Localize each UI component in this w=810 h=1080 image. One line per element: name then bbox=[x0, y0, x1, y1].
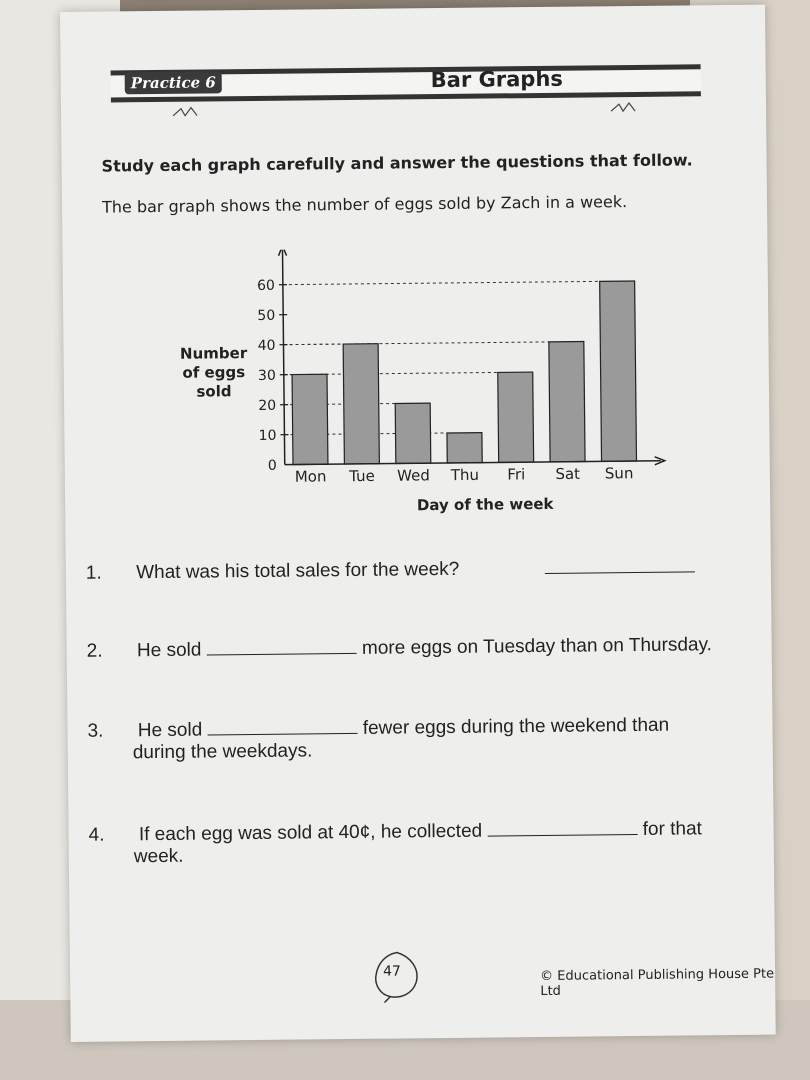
question-3 bbox=[87, 712, 669, 765]
x-tick-label: Mon bbox=[294, 467, 327, 486]
question-text-line2: week. bbox=[133, 845, 184, 868]
y-tick-label: 10 bbox=[258, 427, 277, 444]
bar-chart bbox=[113, 246, 676, 522]
y-tick-label: 40 bbox=[257, 337, 276, 354]
x-tick-label: Tue bbox=[349, 466, 375, 486]
bar-thu bbox=[447, 433, 482, 463]
question-text-after: fewer eggs during the weekend than bbox=[362, 714, 670, 739]
question-text: What was his total sales for the week? bbox=[136, 558, 460, 584]
y-tick-label: 50 bbox=[257, 307, 276, 324]
copyright-text: © Educational Publishing House Pte Ltd bbox=[540, 966, 775, 1000]
answer-blank[interactable] bbox=[207, 715, 357, 736]
y-axis bbox=[283, 250, 285, 465]
intro-text: The bar graph shows the number of eggs sold by Zach in a week. bbox=[101, 192, 628, 217]
practice-label: Practice 6 bbox=[125, 71, 222, 94]
bar-fri bbox=[498, 372, 534, 462]
question-number: 3. bbox=[87, 720, 104, 742]
y-axis-label: Number bbox=[179, 344, 248, 363]
answer-blank[interactable] bbox=[487, 816, 637, 837]
x-tick-label: Wed bbox=[396, 466, 430, 485]
grass-icon bbox=[171, 99, 651, 120]
bar-wed bbox=[395, 403, 431, 463]
y-tick-label: 20 bbox=[258, 397, 277, 414]
y-tick-label: 0 bbox=[267, 457, 277, 474]
x-tick-label: Sat bbox=[555, 464, 581, 484]
reference-line bbox=[283, 281, 600, 284]
answer-blank[interactable] bbox=[207, 635, 357, 656]
page-title: Bar Graphs bbox=[430, 66, 563, 93]
workbook-page bbox=[60, 5, 776, 1042]
x-tick-label: Sun bbox=[604, 464, 634, 483]
x-tick-label: Thu bbox=[450, 465, 480, 485]
y-tick-label: 30 bbox=[257, 367, 276, 384]
question-2 bbox=[87, 631, 712, 663]
answer-blank[interactable] bbox=[544, 553, 694, 574]
question-1 bbox=[86, 553, 695, 584]
x-tick-label: Fri bbox=[507, 465, 526, 484]
page-number: 47 bbox=[382, 963, 401, 980]
bar-sun bbox=[600, 281, 637, 461]
question-number: 2. bbox=[86, 640, 103, 662]
question-number: 4. bbox=[88, 824, 105, 846]
x-axis-label: Day of the week bbox=[416, 494, 554, 515]
question-4 bbox=[88, 815, 702, 868]
header-banner bbox=[111, 60, 701, 106]
question-text-before: He sold bbox=[137, 719, 203, 742]
y-axis-label: sold bbox=[196, 382, 232, 401]
question-text-before: If each egg was sold at 40¢, he collected bbox=[138, 820, 483, 846]
question-number: 1. bbox=[85, 562, 102, 584]
question-text-line2: during the weekdays. bbox=[132, 740, 313, 764]
bar-sat bbox=[549, 342, 585, 462]
bar-chart-svg bbox=[113, 246, 676, 522]
bar-tue bbox=[343, 344, 379, 464]
question-text-before: He sold bbox=[136, 639, 202, 662]
bar-mon bbox=[292, 374, 328, 464]
question-text-after: more eggs on Tuesday than on Thursday. bbox=[361, 634, 713, 659]
question-text-after: for that bbox=[642, 818, 702, 840]
reference-line bbox=[283, 342, 548, 345]
instruction-text: Study each graph carefully and answer the questions that follow. bbox=[101, 150, 693, 176]
y-tick-label: 60 bbox=[256, 277, 275, 294]
y-axis-label: of eggs bbox=[182, 363, 246, 382]
